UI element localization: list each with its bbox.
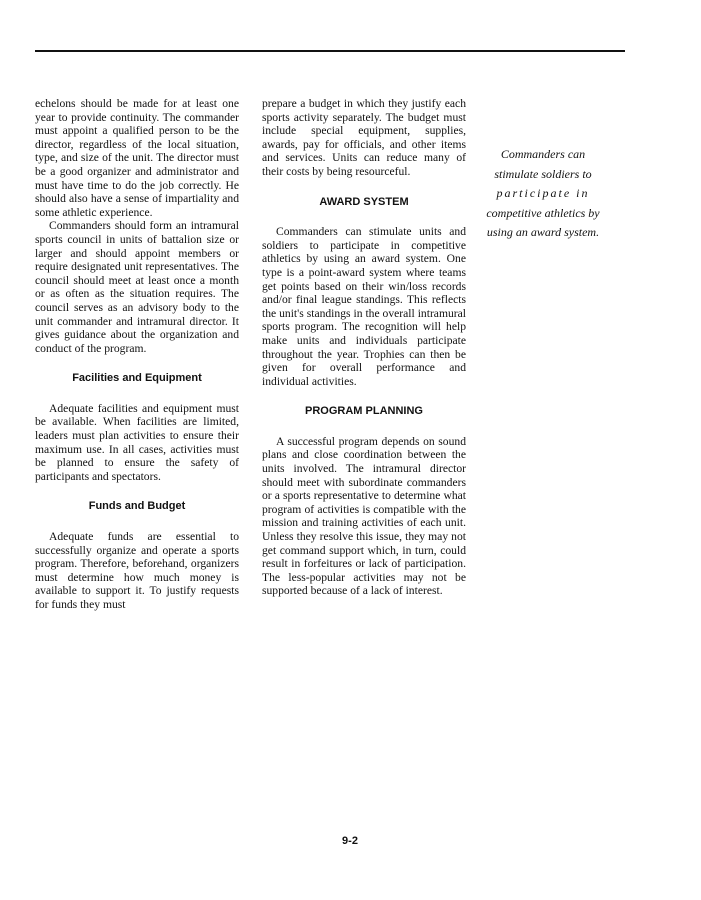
callout-line: competitive athletics by xyxy=(486,205,600,220)
callout-line: participate in xyxy=(496,186,590,200)
paragraph: A successful program depends on sound plans and close coordination between the units involved. The intramural director should meet with subordinate commanders or a sports representative to determine what program of activities is compatible with the mission and training activities of each unit. Unless they resolve this issue, they may not get command support which, in turn, could result in forfeitures or lack of participation. The less-popular activities may not be supported because of a lack of interest. xyxy=(262,434,466,598)
callout-line: stimulate soldiers to xyxy=(494,166,592,181)
callout-line: Commanders can xyxy=(500,147,586,161)
paragraph: echelons should be made for at least one year to provide continuity. The commander must appoint a qualified person to be the director, regardless of the local situation, type, and size of the unit. The director must be a good organizer and administrator and must have time to do the job correctly. He should also have a sense of impartiality and some athletic experience. xyxy=(35,97,239,219)
paragraph: Commanders can stimulate units and soldiers to participate in competitive athletics by using an award system. One type is a point-award system where teams get points based on their win/loss records and/or final league standings. This reflects the unit's standings in the overall intramural sports program. The recognition will help make units and individuals participate throughout the year. Trophies can then be given for overall performance and individual activities. xyxy=(262,225,466,388)
section-heading-funds: Funds and Budget xyxy=(88,500,186,513)
section-heading-facilities: Facilities and Equipment xyxy=(72,372,202,385)
paragraph: Commanders should form an intramural sports council in units of battalion size or larger and should appoint members or require designated unit representatives. The council should meet at least once a month or as often as the situation requires. The council serves as an advisory body to the unit commander and intramural director. It gives guidance about the organization and conduct of the program. xyxy=(35,219,239,355)
header-rule xyxy=(35,50,625,52)
section-heading-program-planning: PROGRAM PLANNING xyxy=(305,405,423,418)
paragraph: Adequate facilities and equipment must be available. When facilities are limited, leaders must plan activities to ensure their maximum use. In all cases, activities must be planned to ensure the safety of participants and spectators. xyxy=(35,401,239,483)
paragraph: prepare a budget in which they justify each sports activity separately. The budget must include special equipment, supplies, awards, pay for officials, and other items and services. Units can reduce many of their costs by being resourceful. xyxy=(262,97,466,178)
sidebar-callout xyxy=(478,145,608,243)
left-column xyxy=(35,97,239,612)
callout-line: using an award system. xyxy=(486,225,600,239)
paragraph: Adequate funds are essential to successfully organize and operate a sports program. Therefore, beforehand, organizers must determine how much money is available to support it. To justify requests for funds they must xyxy=(35,530,239,611)
page-number: 9-2 xyxy=(342,835,358,847)
middle-column xyxy=(262,97,466,598)
section-heading-award-system: AWARD SYSTEM xyxy=(319,195,409,208)
